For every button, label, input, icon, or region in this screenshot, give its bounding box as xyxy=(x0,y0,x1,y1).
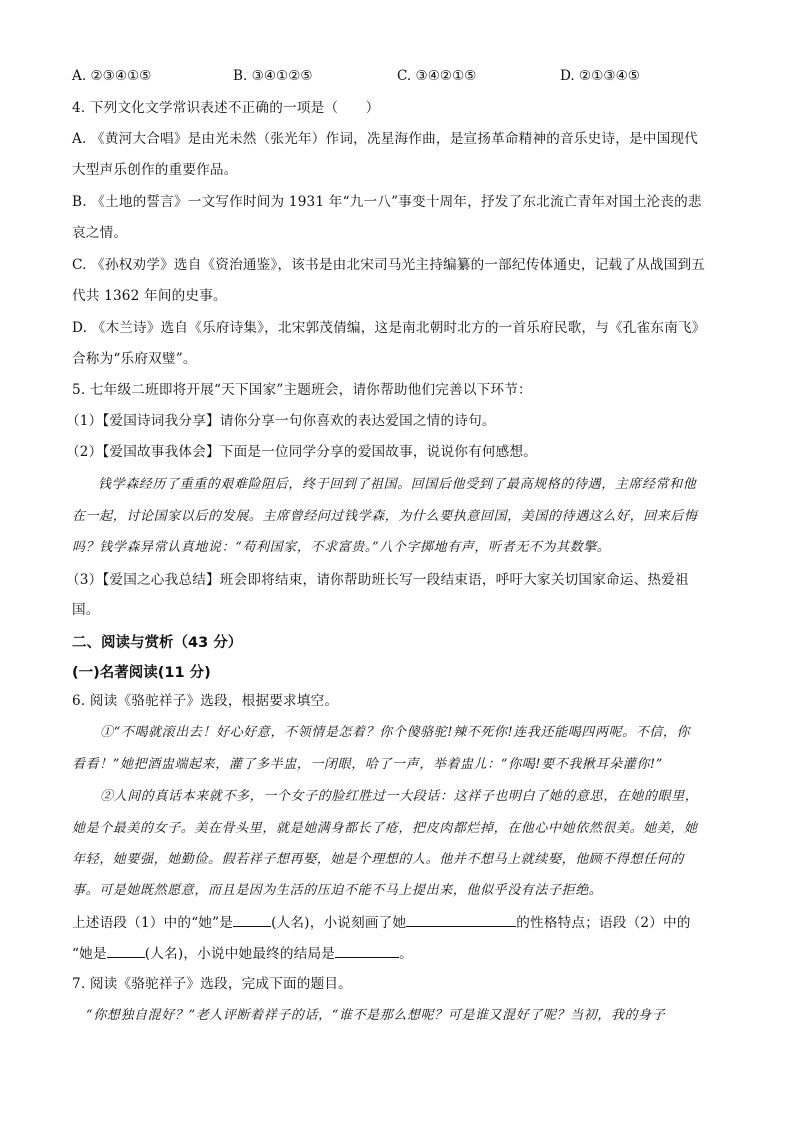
q4-stem: 4. 下列文化文学常识表述不正确的一项是（ ） xyxy=(72,100,380,116)
q4-option-a-line1: A. 《黄河大合唱》是由光未然（张光年）作词，冼星海作曲，是宣扬革命精神的音乐史诗，是中国现代 xyxy=(72,131,698,147)
q3-option-a: A. ②③④①⑤ xyxy=(72,68,152,84)
q5-part2: （2）【爱国故事我体会】下面是一位同学分享的爱国故事，说说你有何感想。 xyxy=(66,444,538,460)
section-2-subtitle: (一)名著阅读(11 分) xyxy=(72,665,211,681)
q6-passage2-line1: ②人间的真话本来就不多，一个女子的脸红胜过一大段话：这祥子也明白了她的意思，在她的眼里， xyxy=(100,789,699,804)
q6-passage1-line2: 看看！”她把酒盅端起来，灌了多半盅，一闭眼，哈了一声，举着盅儿：“你喝!要不我揪耳朵灌你!” xyxy=(72,757,663,772)
q6-fill2-middle: (人名)，小说中她最终的结局是 xyxy=(144,946,336,962)
q6-blank-ending[interactable] xyxy=(335,944,399,958)
q4-option-d-line1: D. 《木兰诗》选自《乐府诗集》，北宋郭茂倩编，这是南北朝时北方的一首乐府民歌，与《孔雀东南飞》 xyxy=(72,320,706,336)
q6-fill1-prefix: 上述语段（1）中的“她”是 xyxy=(72,915,234,931)
q7-stem: 7. 阅读《骆驼祥子》选段，完成下面的题目。 xyxy=(72,976,352,992)
q6-fill-line1 xyxy=(72,913,722,932)
q3-option-c: C. ③④②①⑤ xyxy=(397,68,477,84)
q6-fill2-suffix: 。 xyxy=(399,946,413,962)
q4-option-d-line2: 合称为“乐府双璧”。 xyxy=(72,351,197,367)
q5-story-line2: 在一起，讨论国家以后的发展。主席曾经问过钱学森，为什么要执意回国，美国的待遇这么好，回来后悔 xyxy=(72,509,698,524)
q4-option-a-line2: 大型声乐创作的重要作品。 xyxy=(72,162,238,178)
q5-part1: （1）【爱国诗词我分享】请你分享一句你喜欢的表达爱国之情的诗句。 xyxy=(66,413,496,429)
q6-passage1-line1: ①“不喝就滚出去！好心好意，不领情是怎着？你个傻骆驼!辣不死你!连我还能喝四两呢。不信，你 xyxy=(100,725,691,740)
q6-fill1-middle: (人名)，小说刻画了她 xyxy=(271,915,407,931)
q7-passage-line1: “你想独自混好？”老人评断着祥子的话，“谁不是那么想呢？可是谁又混好了呢？当初，我的身子 xyxy=(86,1008,666,1023)
q6-fill2-prefix: “她是 xyxy=(72,946,107,962)
q3-option-b: B. ③④①②⑤ xyxy=(233,68,313,84)
q6-passage2-line3: 年轻，她要强，她勤俭。假若祥子想再娶，她是个理想的人。他并不想马上就续娶，他顾不得想任何的 xyxy=(72,852,685,867)
q6-blank-character-trait[interactable] xyxy=(406,913,516,927)
q4-option-b-line2: 哀之情。 xyxy=(72,225,128,241)
q6-stem: 6. 阅读《骆驼祥子》选段，根据要求填空。 xyxy=(72,693,339,709)
q6-fill-line2 xyxy=(72,944,722,963)
q6-fill1-suffix: 的性格特点；语段（2）中的 xyxy=(516,915,691,931)
q6-passage2-line2: 她是个最美的女子。美在骨头里，就是她满身都长了疮，把皮肉都烂掉，在他心中她依然很美。她美，她 xyxy=(72,821,698,836)
q6-passage2-line4: 事。可是她既然愿意，而且是因为生活的压迫不能不马上提出来，他似乎没有法子拒绝。 xyxy=(72,883,603,898)
q4-option-c-line1: C. 《孙权劝学》选自《资治通鉴》，该书是由北宋司马光主持编纂的一部纪传体通史，记载了从战国到五 xyxy=(72,257,706,273)
q4-option-b-line1: B. 《土地的誓言》一文写作时间为 1931 年“九一八”事变十周年，抒发了东北流亡青年对国土沦丧的悲 xyxy=(72,194,702,210)
q5-stem: 5. 七年级二班即将开展“天下国家”主题班会，请你帮助他们完善以下环节： xyxy=(72,382,532,398)
q3-options-row xyxy=(72,68,722,86)
section-2-title: 二、阅读与赏析（43 分） xyxy=(72,635,243,651)
q3-option-d: D. ②①③④⑤ xyxy=(560,68,640,84)
q5-story-line1: 钱学森经历了重重的艰难险阻后，终于回到了祖国。回国后他受到了最高规格的待遇，主席经常和他 xyxy=(98,477,697,492)
q6-blank-name2[interactable] xyxy=(107,944,145,958)
q6-blank-name1[interactable] xyxy=(233,913,271,927)
q4-option-c-line2: 代共 1362 年间的史事。 xyxy=(72,288,227,304)
q5-part3-line2: 国。 xyxy=(72,602,100,618)
q5-part3-line1: （3）【爱国之心我总结】班会即将结束，请你帮助班长写一段结束语，呼吁大家关切国家命运、热爱祖 xyxy=(66,572,689,588)
q5-story-line3: 吗？钱学森异常认真地说：“苟利国家，不求富贵。”八个字掷地有声，听者无不为其数擎。 xyxy=(72,540,611,555)
